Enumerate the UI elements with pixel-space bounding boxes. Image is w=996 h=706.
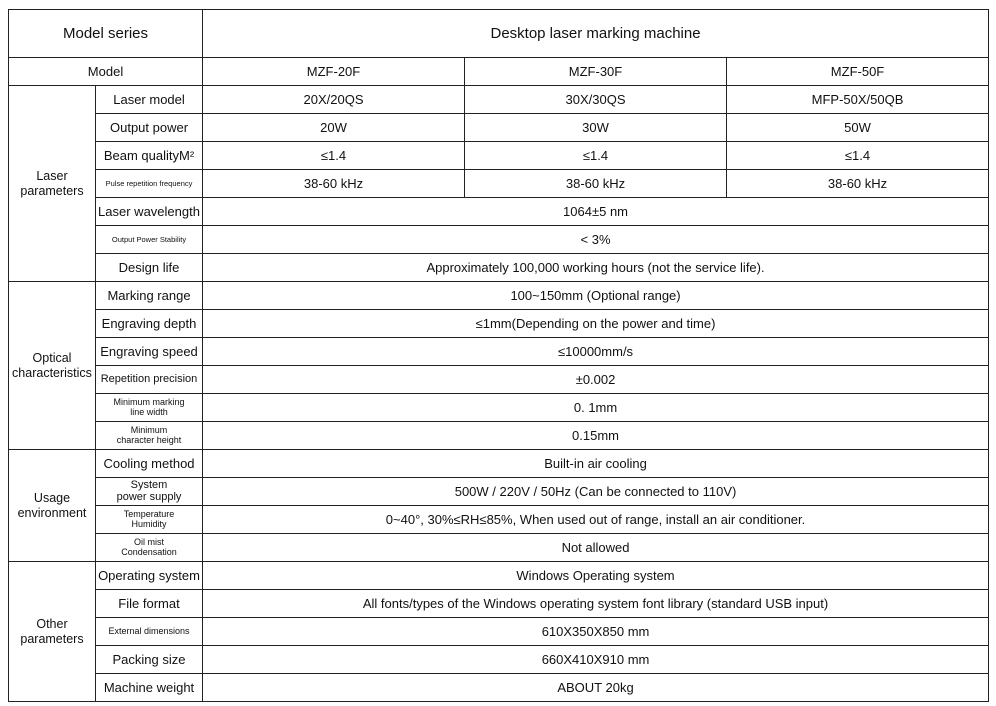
- table-row: [9, 422, 989, 450]
- row-label: Minimum character height: [96, 422, 203, 450]
- cell-value: ≤1.4: [465, 142, 727, 170]
- group-usage-environment: Usage environment: [9, 450, 96, 562]
- model-series-value: Desktop laser marking machine: [203, 10, 989, 58]
- row-label: Cooling method: [96, 450, 203, 478]
- cell-value: 50W: [727, 114, 989, 142]
- model-name: MZF-20F: [203, 58, 465, 86]
- table-row: [9, 590, 989, 618]
- row-label: Engraving speed: [96, 338, 203, 366]
- row-label: Laser wavelength: [96, 198, 203, 226]
- row-label: Marking range: [96, 282, 203, 310]
- cell-value: ≤1.4: [203, 142, 465, 170]
- cell-value: Approximately 100,000 working hours (not the service life).: [203, 254, 989, 282]
- row-label: System power supply: [96, 478, 203, 506]
- model-label: Model: [9, 58, 203, 86]
- table-row: [9, 226, 989, 254]
- cell-value: 20X/20QS: [203, 86, 465, 114]
- table-row: [9, 562, 989, 590]
- table-row: [9, 534, 989, 562]
- cell-value: 500W / 220V / 50Hz (Can be connected to 110V): [203, 478, 989, 506]
- cell-value: ±0.002: [203, 366, 989, 394]
- cell-value: 0~40°, 30%≤RH≤85%, When used out of range, install an air conditioner.: [203, 506, 989, 534]
- row-label: Temperature Humidity: [96, 506, 203, 534]
- table-row: [9, 450, 989, 478]
- row-label: Minimum marking line width: [96, 394, 203, 422]
- table-row: [9, 114, 989, 142]
- table-row: [9, 254, 989, 282]
- row-label: Design life: [96, 254, 203, 282]
- table-row: [9, 618, 989, 646]
- cell-value: < 3%: [203, 226, 989, 254]
- cell-value: ABOUT 20kg: [203, 674, 989, 702]
- model-name: MZF-50F: [727, 58, 989, 86]
- cell-value: 38-60 kHz: [203, 170, 465, 198]
- row-label: Beam qualityM²: [96, 142, 203, 170]
- row-label: File format: [96, 590, 203, 618]
- cell-value: 38-60 kHz: [727, 170, 989, 198]
- header-row-model: [9, 58, 989, 86]
- table-row: [9, 394, 989, 422]
- cell-value: 0. 1mm: [203, 394, 989, 422]
- cell-value: ≤10000mm/s: [203, 338, 989, 366]
- table-row: [9, 282, 989, 310]
- table-row: [9, 674, 989, 702]
- table-row: [9, 310, 989, 338]
- row-label: External dimensions: [96, 618, 203, 646]
- table-row: [9, 478, 989, 506]
- cell-value: 1064±5 nm: [203, 198, 989, 226]
- row-label: Operating system: [96, 562, 203, 590]
- table-row: [9, 338, 989, 366]
- group-optical-characteristics: Optical characteristics: [9, 282, 96, 450]
- cell-value: ≤1mm(Depending on the power and time): [203, 310, 989, 338]
- row-label: Oil mist Condensation: [96, 534, 203, 562]
- model-series-label: Model series: [9, 10, 203, 58]
- cell-value: Not allowed: [203, 534, 989, 562]
- table-row: [9, 366, 989, 394]
- cell-value: Built-in air cooling: [203, 450, 989, 478]
- row-label: Pulse repetition frequency: [96, 170, 203, 198]
- spec-table: [8, 9, 989, 702]
- table-row: [9, 506, 989, 534]
- cell-value: 0.15mm: [203, 422, 989, 450]
- cell-value: All fonts/types of the Windows operating system font library (standard USB input): [203, 590, 989, 618]
- group-laser-parameters: Laser parameters: [9, 86, 96, 282]
- cell-value: MFP-50X/50QB: [727, 86, 989, 114]
- cell-value: Windows Operating system: [203, 562, 989, 590]
- row-label: Engraving depth: [96, 310, 203, 338]
- model-name: MZF-30F: [465, 58, 727, 86]
- cell-value: 660X410X910 mm: [203, 646, 989, 674]
- table-row: [9, 646, 989, 674]
- row-label: Output Power Stability: [96, 226, 203, 254]
- cell-value: ≤1.4: [727, 142, 989, 170]
- table-row: [9, 86, 989, 114]
- table-row: [9, 170, 989, 198]
- row-label: Laser model: [96, 86, 203, 114]
- cell-value: 38-60 kHz: [465, 170, 727, 198]
- row-label: Repetition precision: [96, 366, 203, 394]
- table-row: [9, 198, 989, 226]
- table-row: [9, 142, 989, 170]
- row-label: Machine weight: [96, 674, 203, 702]
- row-label: Packing size: [96, 646, 203, 674]
- group-other-parameters: Other parameters: [9, 562, 96, 702]
- cell-value: 100~150mm (Optional range): [203, 282, 989, 310]
- cell-value: 30X/30QS: [465, 86, 727, 114]
- cell-value: 30W: [465, 114, 727, 142]
- cell-value: 610X350X850 mm: [203, 618, 989, 646]
- header-row-series: [9, 10, 989, 58]
- row-label: Output power: [96, 114, 203, 142]
- cell-value: 20W: [203, 114, 465, 142]
